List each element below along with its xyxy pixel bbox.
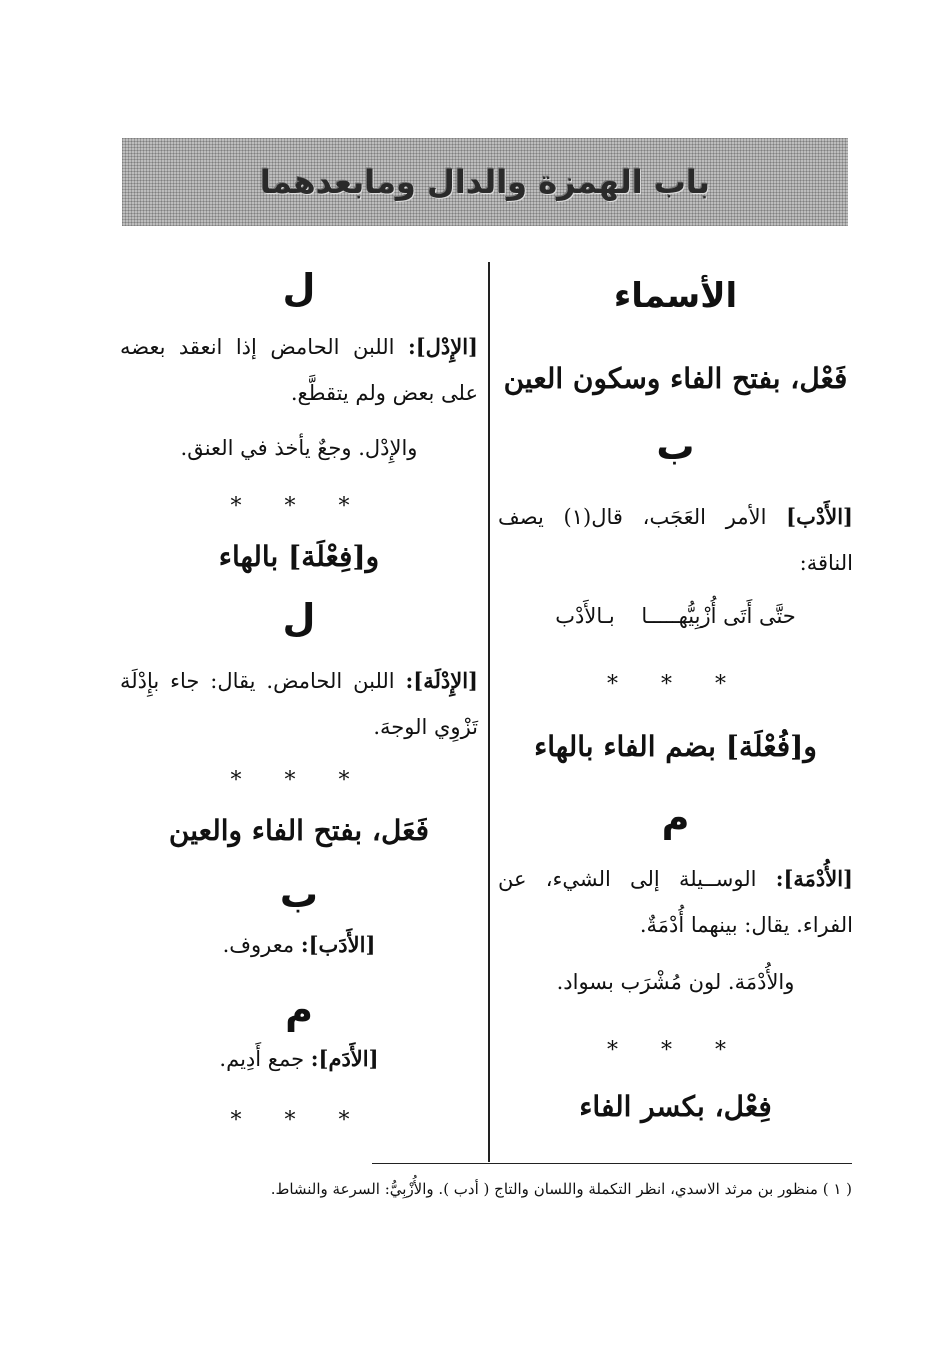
entry-definition: اللبن الحامض إذا انعقد بعضه على بعض ولم يتقطَّع. xyxy=(120,335,478,405)
verse xyxy=(498,604,853,628)
separator-stars: * * * xyxy=(230,768,368,793)
entry-term: [الأَدْب] xyxy=(786,504,853,529)
entry-adab xyxy=(498,494,853,586)
pattern-heading-2: و[فُعْلَة] بضم الفاء بالهاء xyxy=(534,730,817,763)
entry-term: [الأُدْمَة]: xyxy=(775,866,853,891)
entry-definition: معروف. xyxy=(222,933,295,957)
entry-definition: جمع أَدِيم. xyxy=(219,1047,305,1071)
entry-idl xyxy=(120,324,478,416)
letter-heading-m: م xyxy=(661,796,690,840)
entry-definition: الأمر العَجَب، قال(١) يصف الناقة: xyxy=(498,505,853,575)
separator-stars: * * * xyxy=(607,672,744,697)
entry-term: [الأَدَم]: xyxy=(310,1046,379,1071)
entry-term: [الإِدْلَة]: xyxy=(405,668,478,693)
chapter-banner xyxy=(122,138,848,226)
separator-stars: * * * xyxy=(607,1038,744,1063)
letter-heading-l: ل xyxy=(282,266,316,310)
pattern-heading-4: و[فِعْلَة] بالهاء xyxy=(218,540,380,573)
separator-stars: * * * xyxy=(230,1108,368,1133)
footnote: ( ١ ) منظور بن مرثد الاسدي، انظر التكملة واللسان والتاج ( أدب ). والأُزْبِيُّ: السرعة والنشاط. xyxy=(270,1180,852,1198)
separator-stars: * * * xyxy=(230,494,368,519)
entry-definition: اللبن الحامض. يقال: جاء بإِدْلَة تَزْوِي الوجهَ. xyxy=(120,669,478,739)
letter-heading-m: م xyxy=(285,988,313,1032)
verse-hemistich-1: حتَّى أَتَى أُزْبِيُّهـــــا xyxy=(641,604,796,628)
pattern-heading-3: فِعْل، بكسر الفاء xyxy=(579,1090,772,1123)
entry-definition: الوســيلة إلى الشيء، عن الفراء. يقال: بينهما أُدْمَةٌ. xyxy=(498,867,853,937)
pattern-heading-1: فَعْل، بفتح الفاء وسكون العين xyxy=(503,362,848,395)
entry-adab-2 xyxy=(120,932,478,957)
column-divider xyxy=(488,262,490,1162)
pattern-heading-5: فَعَل، بفتح الفاء والعين xyxy=(168,814,430,847)
entry-udma xyxy=(498,856,853,948)
entry-udma-2: والأُدْمَة. لون مُشْرَب بسواد. xyxy=(556,970,795,994)
footnote-rule xyxy=(372,1163,852,1164)
section-title: الأسماء xyxy=(613,276,738,316)
entry-idla xyxy=(120,658,478,750)
entry-term: [الإِدْل]: xyxy=(407,334,478,359)
letter-heading-l: ل xyxy=(282,596,316,640)
letter-heading-b: ب xyxy=(279,872,319,916)
chapter-title: باب الهمزة والدال ومابعدهما xyxy=(260,163,710,201)
verse-hemistich-2: بـالأَدْب xyxy=(555,604,615,628)
entry-term: [الأَدَب]: xyxy=(300,932,376,957)
entry-idl-2: والإِدْل. وجعٌ يأخذ في العنق. xyxy=(180,436,418,460)
letter-heading-b: ب xyxy=(656,424,695,468)
entry-adam xyxy=(120,1046,478,1071)
